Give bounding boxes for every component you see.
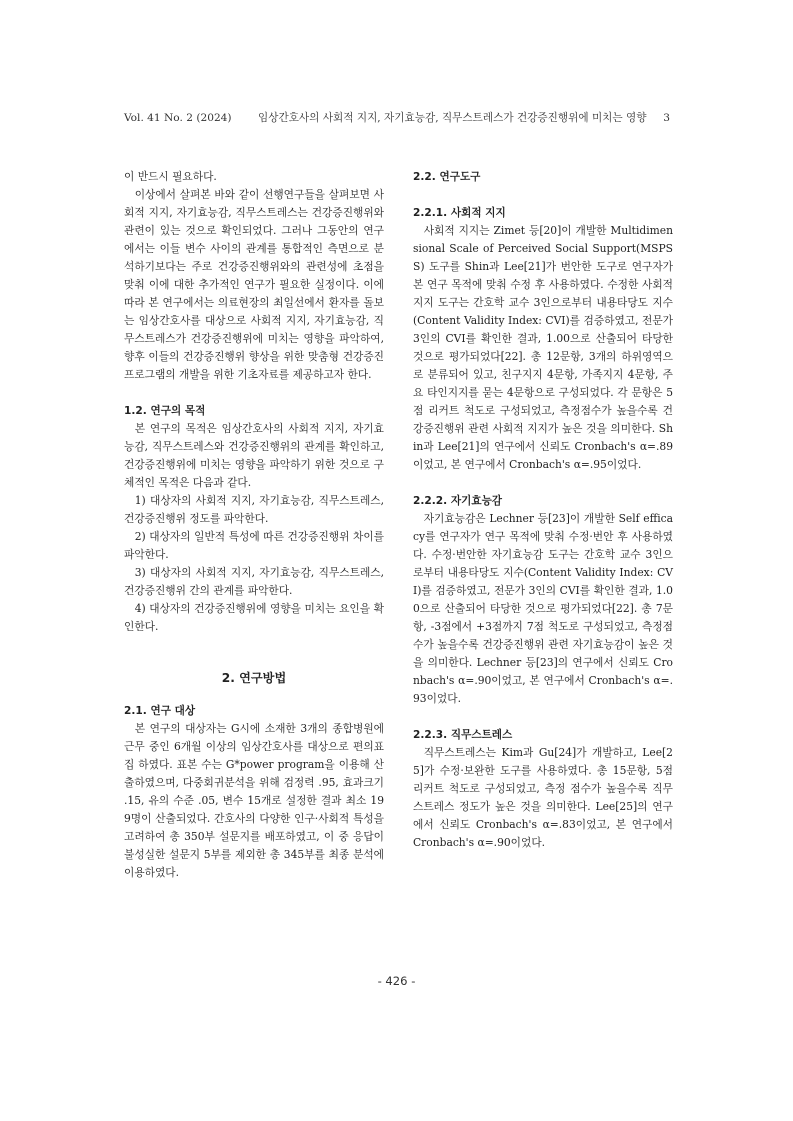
section-2-2-heading: 2.2. 연구도구 — [413, 171, 481, 183]
running-title: 임상간호사의 사회적 지지, 자기효능감, 직무스트레스가 건강증진행위에 미치는 영향 — [258, 112, 647, 124]
section-2-2-1-heading: 2.2.1. 사회적 지지 — [413, 207, 506, 219]
section-1-2-paragraph: 본 연구의 목적은 임상간호사의 사회적 지지, 자기효능감, 직무스트레스와 건강증진행위의 관계를 확인하고, 건강증진행위에 미치는 영향을 파악하기 위한 것으로 구체적인 목적은 다음과 같다. — [124, 422, 384, 489]
objective-item: 4) 대상자의 건강증진행위에 영향을 미치는 요인을 확인한다. — [124, 602, 384, 633]
chapter-2-heading: 2. 연구방법 — [221, 671, 287, 685]
running-header — [124, 109, 670, 127]
header-page-number: 3 — [663, 112, 670, 124]
section-2-2-3-paragraph: 직무스트레스는 Kim과 Gu[24]가 개발하고, Lee[25]가 수정·보완한 도구를 사용하였다. 총 15문항, 5점 리커트 척도로 구성되었고, 측정 점수가 높을수록 직무스트레스 정도가 높은 것을 의미한다. Lee[25]의 연구에서 신뢰도 Cronbach's α=.83이었고, 본 연구에서 Cronbach's α=.90이었다. — [413, 746, 673, 849]
objective-item: 2) 대상자의 일반적 특성에 따른 건강증진행위 차이를 파악한다. — [124, 530, 384, 561]
left-column — [124, 168, 384, 882]
intro-continuation: 이 반드시 필요하다. — [124, 170, 217, 183]
section-2-2-2-paragraph: 자기효능감은 Lechner 등[23]이 개발한 Self efficacy를 연구자가 연구 목적에 맞춰 수정·번안 후 사용하였다. 수정·번안한 자기효능감 도구는 간호학 교수 3인으로부터 내용타당도 지수(Content Validity Index: CVI)를 검증하였고, 전문가 3인의 CVI를 확인한 결과, 1.00으로 산출되어 타당한 것으로 평가되었다[22]. 총 7문항, -3점에서 +3점까지 7점 척도로 구성되었고, 측정점수가 높을수록 건강증진행위 관련 자기효능감이 높은 것을 의미한다. Lechner 등[23]의 연구에서 신뢰도 Cronbach's α=.90이었고, 본 연구에서 Cronbach's α=.93이었다. — [413, 512, 673, 705]
right-column — [413, 168, 673, 852]
intro-paragraph: 이상에서 살펴본 바와 같이 선행연구들을 살펴보면 사회적 지지, 자기효능감, 직무스트레스는 건강증진행위와 관련이 있는 것으로 확인되었다. 그러나 그동안의 연구에서는 이들 변수 사이의 관계를 통합적인 측면으로 분석하기보다는 주로 건강증진행위와의 관련성에 초점을 맞춰 이에 대한 추가적인 연구가 필요한 실정이다. 이에 따라 본 연구에서는 의료현장의 최일선에서 환자를 돌보는 임상간호사를 대상으로 사회적 지지, 자기효능감, 직무스트레스가 건강증진행위에 미치는 영향을 파악하여, 향후 이들의 건강증진행위 향상을 위한 맞춤형 건강증진 프로그램의 개발을 위한 기초자료를 제공하고자 한다. — [124, 188, 384, 381]
section-2-2-2-heading: 2.2.2. 자기효능감 — [413, 495, 503, 507]
objective-item: 3) 대상자의 사회적 지지, 자기효능감, 직무스트레스, 건강증진행위 간의 관계를 파악한다. — [124, 566, 384, 597]
section-2-1-heading: 2.1. 연구 대상 — [124, 705, 196, 717]
section-2-2-1-paragraph: 사회적 지지는 Zimet 등[20]이 개발한 Multidimensional Scale of Perceived Social Support(MSPSS) 도구를 Shin과 Lee[21]가 번안한 도구로 연구자가 본 연구 목적에 맞춰 수정 후 사용하였다. 수정한 사회적 지지 도구는 간호학 교수 3인으로부터 내용타당도 지수(Content Validity Index: CVI)를 검증하였고, 전문가 3인의 CVI를 확인한 결과, 1.00으로 산출되어 타당한 것으로 평가되었다[22]. 총 12문항, 3개의 하위영역으로 분류되어 있고, 친구지지 4문항, 가족지지 4문항, 주요 타인지지를 묻는 4문항으로 구성되었다. 각 문항은 5점 리커트 척도로 구성되었고, 측정점수가 높을수록 건강증진행위 관련 사회적 지지가 높은 것을 의미한다. Shin과 Lee[21]의 연구에서 신뢰도 Cronbach's α=.89이었고, 본 연구에서 Cronbach's α=.95이었다. — [413, 224, 673, 471]
section-2-1-paragraph: 본 연구의 대상자는 G시에 소재한 3개의 종합병원에 근무 중인 6개월 이상의 임상간호사를 대상으로 편의표집 하였다. 표본 수는 G*power program을 이용해 산출하였으며, 다중회귀분석을 위해 검정력 .95, 효과크기 .15, 유의 수준 .05, 변수 15개로 설정한 결과 최소 199명이 산출되었다. 간호사의 다양한 인구·사회적 특성을 고려하여 총 350부 설문지를 배포하였고, 이 중 응답이 불성실한 설문지 5부를 제외한 총 345부를 최종 분석에 이용하였다. — [124, 722, 384, 879]
section-2-2-3-heading: 2.2.3. 직무스트레스 — [413, 729, 513, 741]
objective-item: 1) 대상자의 사회적 지지, 자기효능감, 직무스트레스, 건강증진행위 정도를 파악한다. — [124, 494, 384, 525]
section-1-2-heading: 1.2. 연구의 목적 — [124, 405, 206, 417]
journal-volume: Vol. 41 No. 2 (2024) — [124, 112, 232, 124]
page-number-footer: - 426 - — [377, 974, 416, 988]
